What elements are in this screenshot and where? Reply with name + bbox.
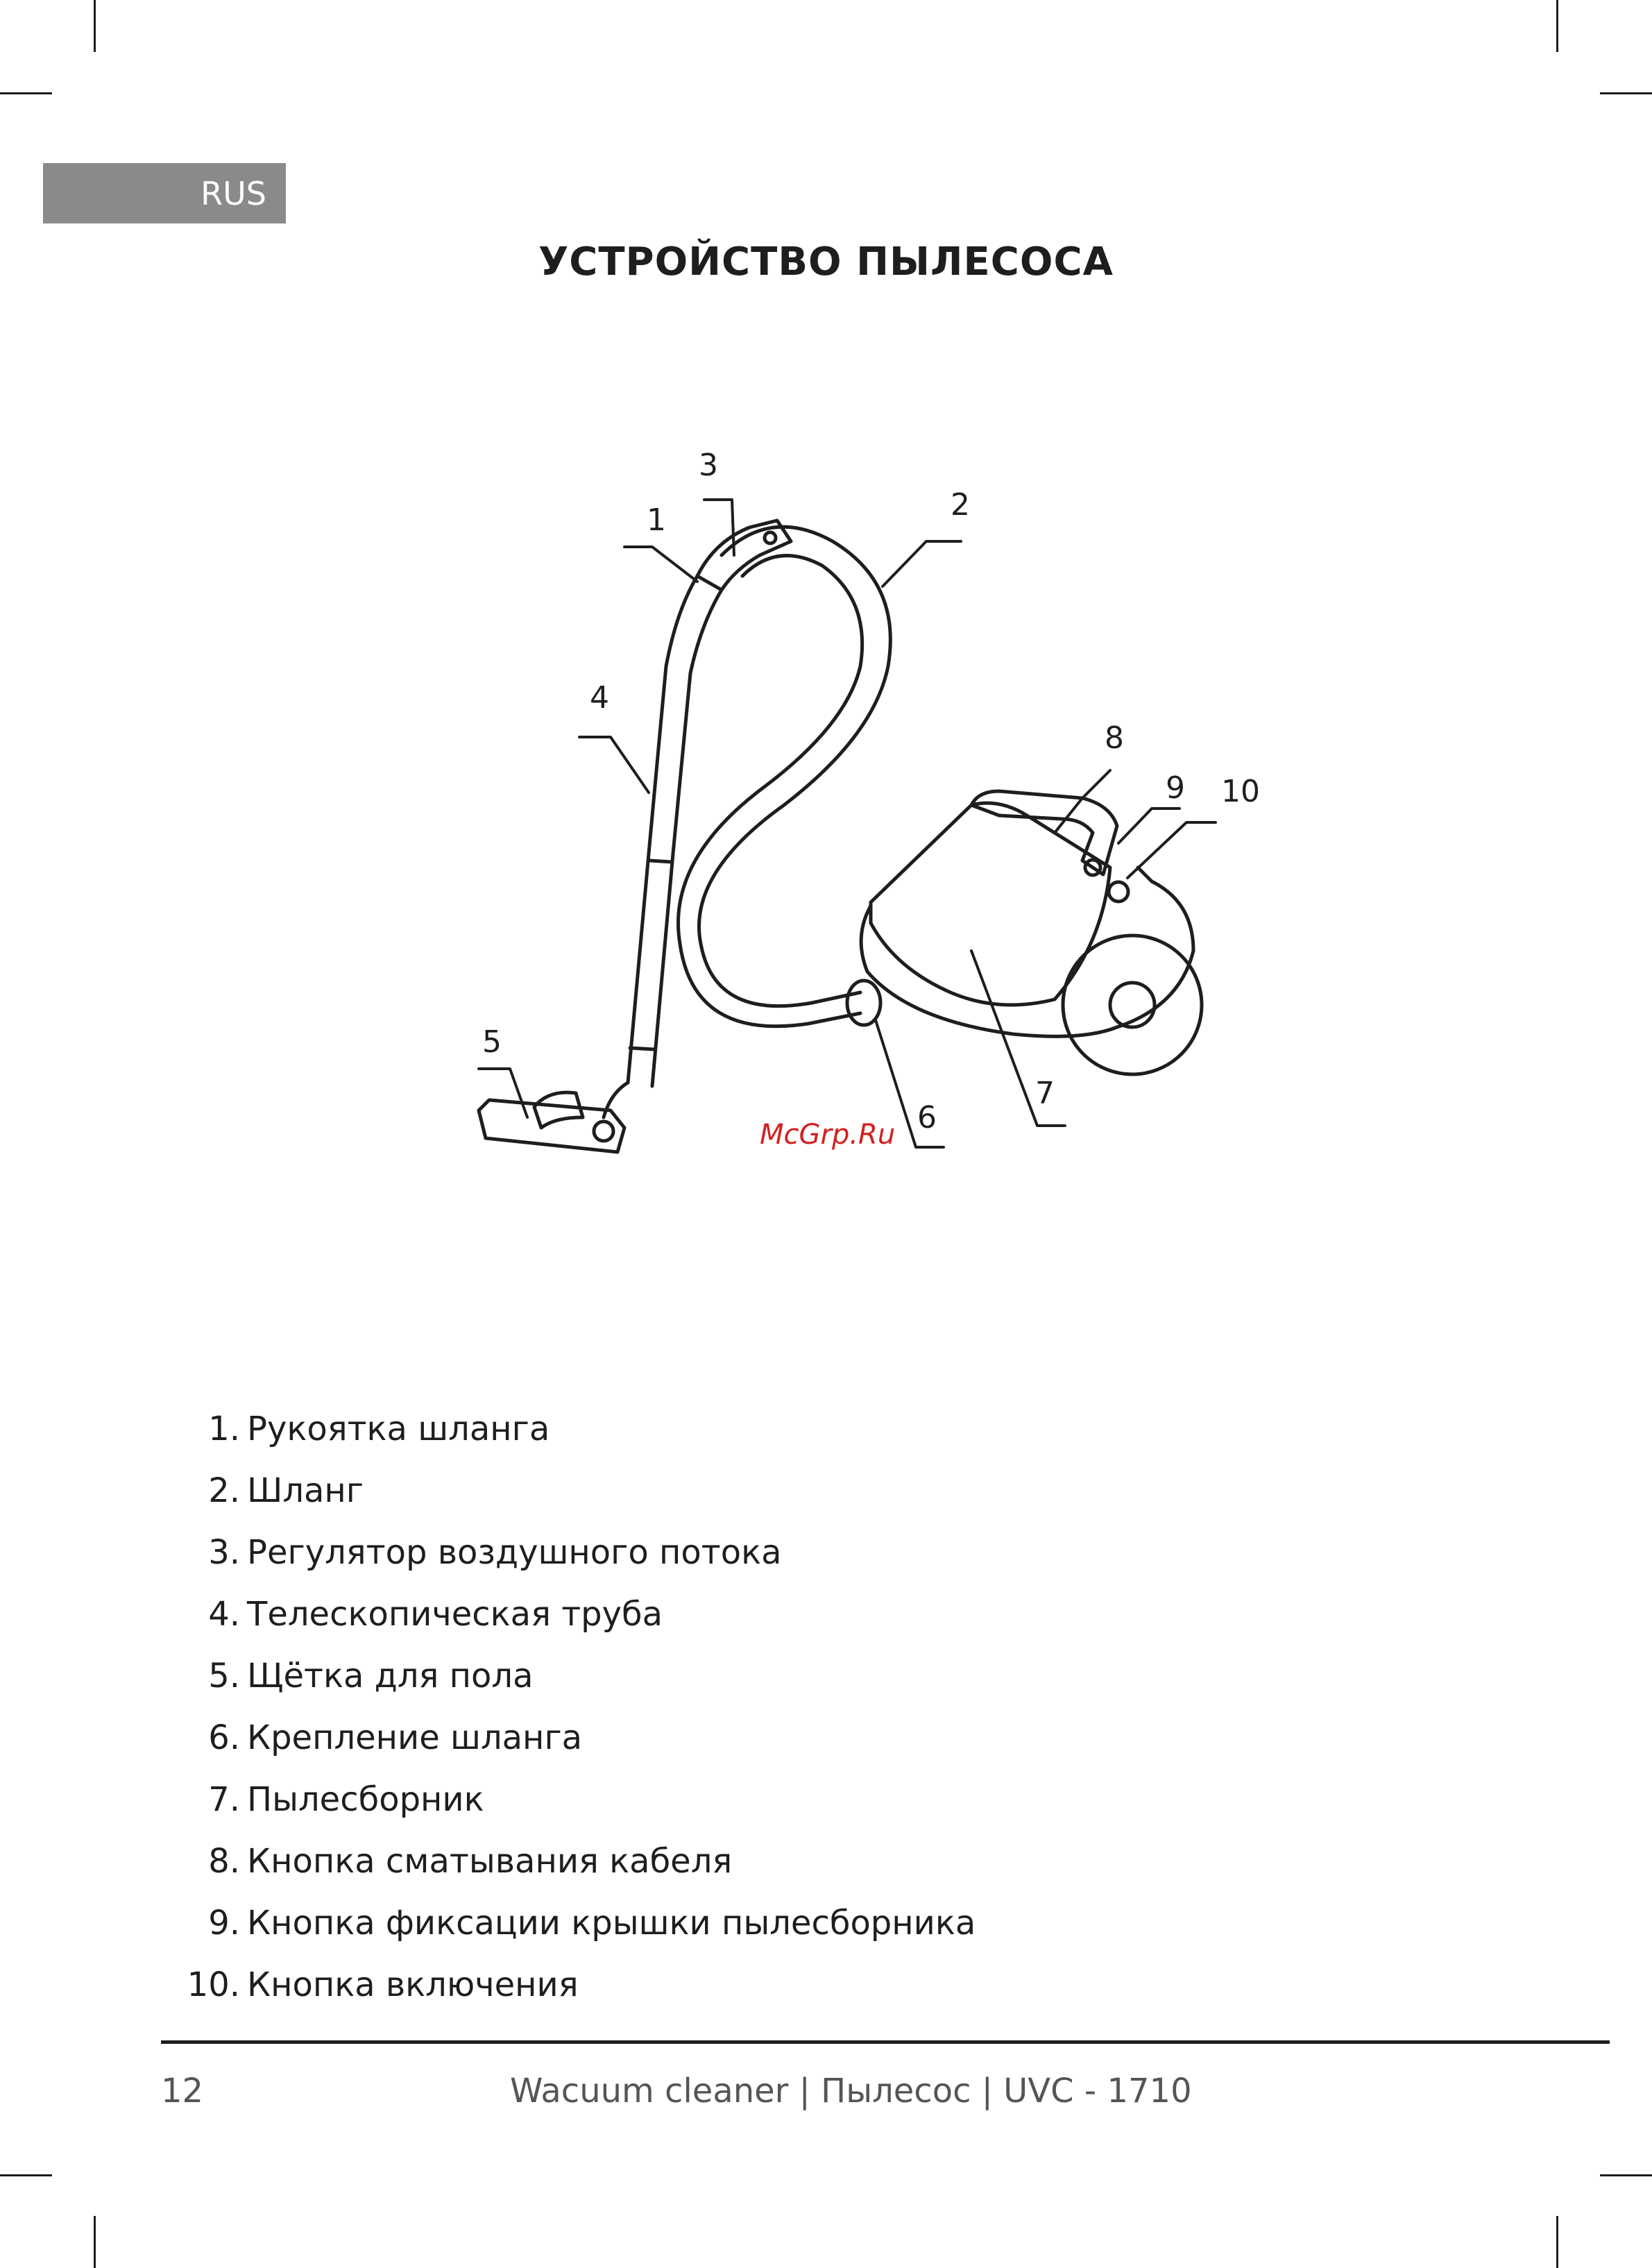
tube-joint bbox=[650, 861, 672, 862]
power-button-illustration bbox=[1109, 882, 1128, 902]
callout-10: 10 bbox=[1221, 774, 1260, 809]
language-tab: RUS bbox=[43, 163, 286, 223]
callout-6: 6 bbox=[917, 1100, 937, 1135]
vacuum-cleaner-diagram bbox=[416, 416, 1318, 1194]
callout-2: 2 bbox=[951, 487, 970, 523]
list-item: 4. Телескопическая труба bbox=[208, 1595, 663, 1634]
list-item: 2. Шланг bbox=[208, 1471, 364, 1510]
callout-5: 5 bbox=[482, 1024, 502, 1060]
hose-coupling-illustration bbox=[847, 981, 880, 1025]
body-illustration bbox=[861, 868, 1193, 1036]
crop-mark bbox=[1600, 2174, 1652, 2176]
callout-7: 7 bbox=[1035, 1076, 1055, 1111]
list-item: 5. Щётка для пола bbox=[208, 1657, 534, 1695]
footer-divider bbox=[161, 2040, 1610, 2044]
list-item: 10. Кнопка включения bbox=[187, 1965, 579, 2004]
tube-joint bbox=[630, 1048, 654, 1049]
list-item: 7. Пылесборник bbox=[208, 1780, 484, 1819]
footer-title: Wacuum cleaner | Пылесос | UVC - 1710 bbox=[510, 2072, 1192, 2110]
telescopic-tube-illustration bbox=[628, 576, 722, 1086]
rear-wheel-illustration bbox=[1063, 936, 1202, 1074]
page-number: 12 bbox=[161, 2072, 204, 2110]
list-item: 1. Рукоятка шланга bbox=[208, 1410, 550, 1448]
crop-mark bbox=[1600, 92, 1652, 94]
crop-mark bbox=[1556, 2216, 1558, 2268]
floor-brush-illustration bbox=[479, 1100, 624, 1152]
list-item: 8. Кнопка сматывания кабеля bbox=[208, 1842, 733, 1881]
list-item: 9. Кнопка фиксации крышки пылесборника bbox=[208, 1904, 976, 1943]
page-title: УСТРОЙСТВО ПЫЛЕСОСА bbox=[538, 239, 1114, 285]
callout-3: 3 bbox=[699, 448, 718, 483]
list-item: 6. Крепление шланга bbox=[208, 1718, 583, 1757]
air-regulator-illustration bbox=[765, 532, 776, 543]
crop-mark bbox=[1556, 0, 1558, 52]
crop-mark bbox=[0, 2174, 52, 2176]
callout-8: 8 bbox=[1105, 720, 1124, 756]
watermark: McGrp.Ru bbox=[760, 1119, 896, 1151]
dust-container-illustration bbox=[871, 803, 1110, 1005]
callout-9: 9 bbox=[1166, 770, 1185, 806]
brush-wheel bbox=[594, 1122, 613, 1141]
leader-lines bbox=[479, 500, 1216, 1147]
callout-1: 1 bbox=[647, 502, 666, 538]
crop-mark bbox=[94, 0, 96, 52]
crop-mark bbox=[94, 2216, 96, 2268]
callout-4: 4 bbox=[590, 680, 609, 716]
list-item: 3. Регулятор воздушного потока bbox=[208, 1533, 782, 1572]
parts-list bbox=[173, 1398, 976, 2016]
crop-mark bbox=[0, 92, 52, 94]
